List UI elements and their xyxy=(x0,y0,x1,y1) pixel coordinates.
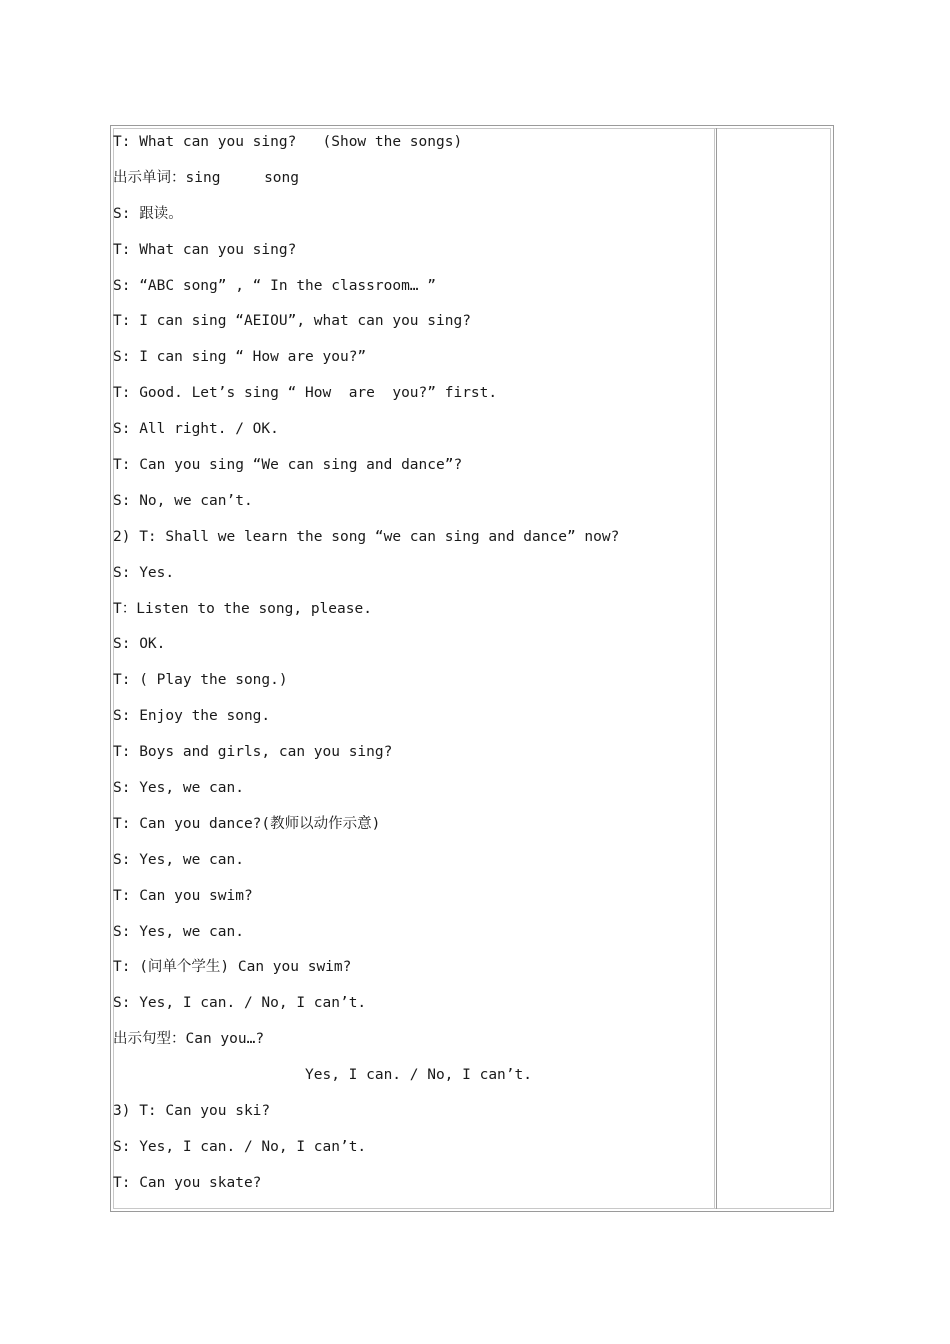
dialogue-line: 3) T: Can you ski? xyxy=(113,1103,271,1120)
dialogue-line: T: ( Play the song.) xyxy=(113,672,288,689)
dialogue-line: 2) T: Shall we learn the song “we can sing and dance” now? xyxy=(113,528,620,545)
dialogue-line: S: Enjoy the song. xyxy=(113,708,271,725)
dialogue-line: T: (问单个学生) Can you swim? xyxy=(113,959,352,976)
dialogue-line: T: Can you dance?(教师以动作示意) xyxy=(113,815,381,832)
dialogue-line: T: I can sing “AEIOU”, what can you sing? xyxy=(113,313,471,330)
dialogue-line: T: Can you swim? xyxy=(113,887,253,904)
dialogue-line: T：Listen to the song, please. xyxy=(113,600,372,617)
dialogue-line: T: Boys and girls, can you sing? xyxy=(113,744,393,761)
dialogue-line: S: 跟读。 xyxy=(113,205,183,222)
dialogue-lines xyxy=(113,130,708,1207)
dialogue-line: S: No, we can’t. xyxy=(113,492,253,509)
dialogue-line: T: Can you skate? xyxy=(113,1174,262,1191)
dialogue-line: S: Yes, I can. / No, I can’t. xyxy=(113,1138,367,1155)
dialogue-line: 出示句型：Can you…? xyxy=(113,1031,265,1048)
dialogue-line: S: Yes, I can. / No, I can’t. xyxy=(113,995,367,1012)
dialogue-line: T: Can you sing “We can sing and dance”? xyxy=(113,457,463,474)
notes-column-divider xyxy=(714,128,715,1209)
dialogue-line: S: “ABC song” , “ In the classroom… ” xyxy=(113,277,437,294)
dialogue-line: S: Yes, we can. xyxy=(113,851,244,868)
dialogue-line: T: What can you sing? (Show the songs) xyxy=(113,134,463,150)
dialogue-line: S: Yes. xyxy=(113,564,175,581)
dialogue-line: S: All right. / OK. xyxy=(113,421,279,438)
dialogue-line: S: I can sing “ How are you?” xyxy=(113,349,367,366)
dialogue-line: T: What can you sing? xyxy=(113,241,297,258)
dialogue-line: S: OK. xyxy=(113,636,166,653)
dialogue-line-indented: Yes, I can. / No, I can’t. xyxy=(305,1067,532,1084)
dialogue-line: T: Good. Let’s sing “ How are you?” first. xyxy=(113,385,498,402)
dialogue-line: S: Yes, we can. xyxy=(113,780,244,797)
dialogue-line: 出示单词：sing song xyxy=(113,169,299,186)
dialogue-line: S: Yes, we can. xyxy=(113,923,244,940)
